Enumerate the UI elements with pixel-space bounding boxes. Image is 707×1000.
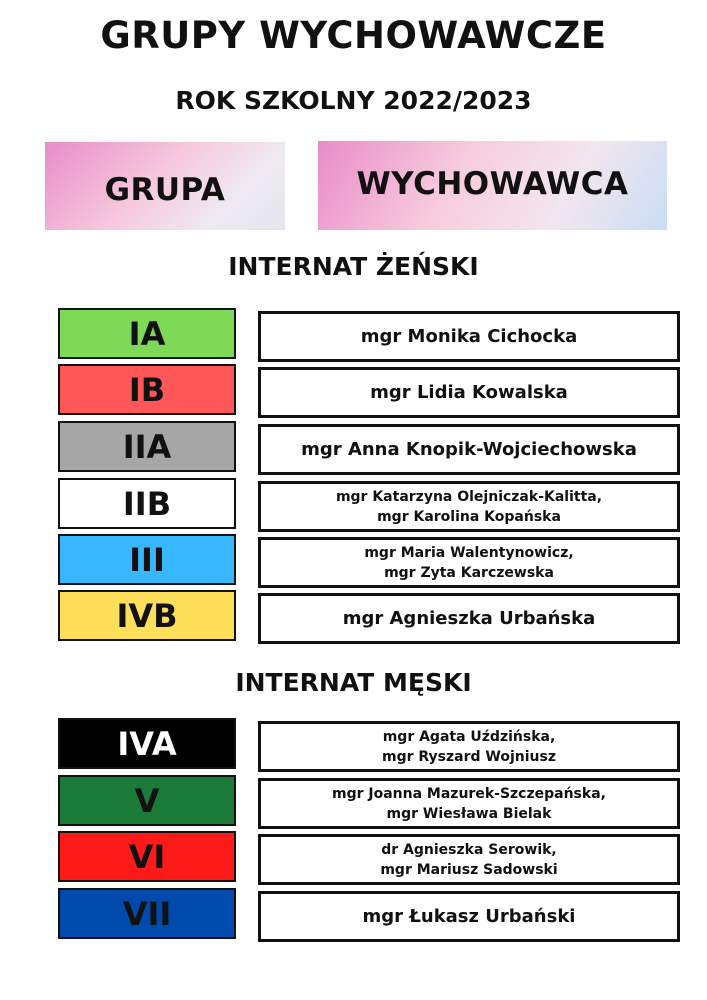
teacher-name: mgr Lidia Kowalska <box>370 382 568 403</box>
female-section-title: INTERNAT ŻEŃSKI <box>228 252 479 281</box>
teacher-cell <box>258 593 680 644</box>
group-badge: VII <box>58 888 236 939</box>
teacher-cell <box>258 778 680 829</box>
teacher-cell <box>258 891 680 942</box>
group-badge: V <box>58 775 236 826</box>
teacher-cell <box>258 537 680 588</box>
teacher-cell <box>258 424 680 475</box>
teacher-cell <box>258 367 680 418</box>
teacher-name: mgr Wiesława Bielak <box>386 805 552 822</box>
teacher-cell <box>258 481 680 532</box>
teacher-header-label: WYCHOWAWCA <box>356 165 629 202</box>
teacher-cell <box>258 311 680 362</box>
teacher-name: mgr Agnieszka Urbańska <box>342 608 596 629</box>
teacher-name: mgr Mariusz Sadowski <box>380 861 558 878</box>
teacher-name: mgr Ryszard Wojniusz <box>382 748 556 765</box>
teacher-column-header <box>318 141 667 230</box>
school-year: ROK SZKOLNY 2022/2023 <box>175 86 532 115</box>
teacher-cell <box>258 834 680 885</box>
group-badge: IVB <box>58 590 236 641</box>
teacher-name: mgr Maria Walentynowicz, <box>364 544 574 561</box>
teacher-name: mgr Anna Knopik-Wojciechowska <box>301 439 637 460</box>
group-badge: IVA <box>58 718 236 769</box>
page-title: GRUPY WYCHOWAWCZE <box>100 14 607 57</box>
group-badge: VI <box>58 831 236 882</box>
teacher-name: mgr Łukasz Urbański <box>362 906 576 927</box>
group-badge: IIA <box>58 421 236 472</box>
group-badge: IA <box>58 308 236 359</box>
teacher-cell <box>258 721 680 772</box>
teacher-name: dr Agnieszka Serowik, <box>381 841 557 858</box>
group-header-label: GRUPA <box>104 172 226 208</box>
group-column-header <box>45 142 285 230</box>
group-badge: IIB <box>58 478 236 529</box>
group-badge: III <box>58 534 236 585</box>
male-section-title: INTERNAT MĘSKI <box>235 668 472 697</box>
teacher-name: mgr Karolina Kopańska <box>377 508 561 525</box>
teacher-name: mgr Katarzyna Olejniczak-Kalitta, <box>335 488 603 505</box>
teacher-name: mgr Monika Cichocka <box>360 326 578 347</box>
group-badge: IB <box>58 364 236 415</box>
teacher-name: mgr Zyta Karczewska <box>384 564 554 581</box>
teacher-name: mgr Joanna Mazurek-Szczepańska, <box>332 785 606 802</box>
teacher-name: mgr Agata Uździńska, <box>382 728 556 745</box>
